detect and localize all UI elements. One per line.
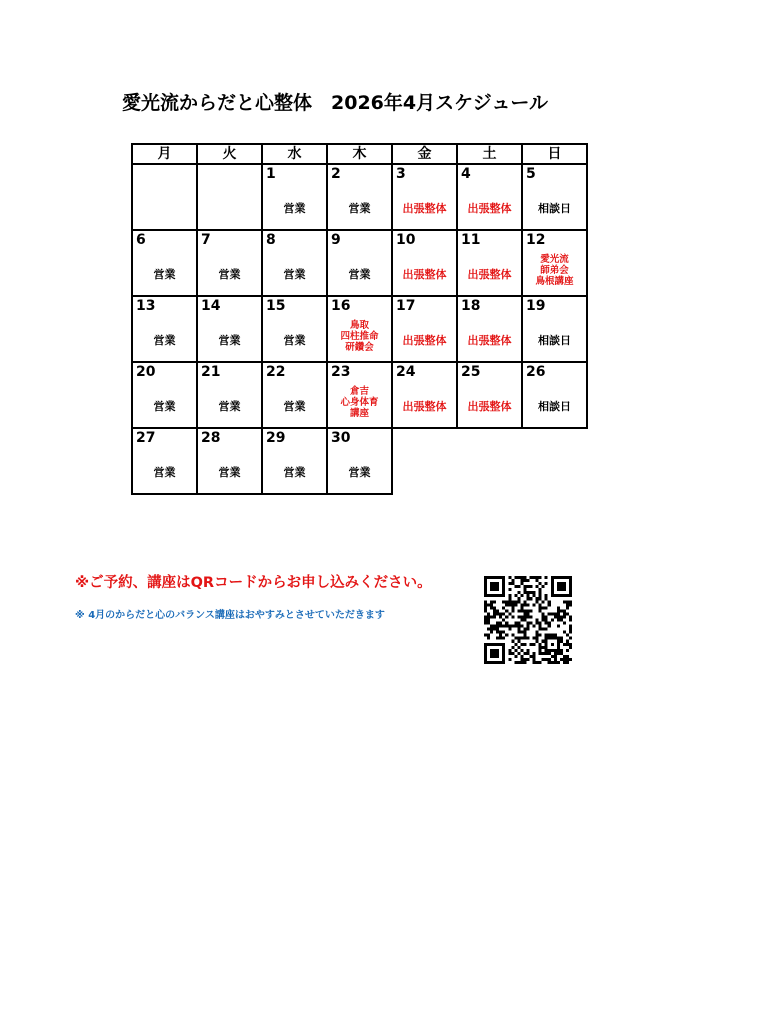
calendar-day-cell	[522, 230, 587, 296]
day-schedule-label: 営業	[218, 333, 241, 347]
calendar-day-cell	[457, 230, 522, 296]
day-schedule-label: 営業	[283, 201, 306, 215]
day-schedule-label: 営業	[218, 465, 241, 479]
calendar-day-cell	[522, 296, 587, 362]
calendar-day-cell	[262, 164, 327, 230]
day-schedule-label: 相談日	[538, 201, 571, 215]
calendar-day-cell	[522, 164, 587, 230]
day-number: 24	[396, 364, 416, 380]
day-schedule-label: 出張整体	[402, 399, 447, 413]
day-schedule-label: 出張整体	[402, 333, 447, 347]
day-number: 15	[266, 298, 286, 314]
calendar-day-cell	[262, 362, 327, 428]
calendar-day-cell	[327, 362, 392, 428]
calendar-day-cell	[197, 362, 262, 428]
calendar-day-cell	[262, 428, 327, 494]
day-number: 12	[526, 232, 546, 248]
day-schedule-label: 出張整体	[467, 333, 512, 347]
day-schedule-label: 出張整体	[402, 201, 447, 215]
day-schedule-label: 営業	[348, 201, 371, 215]
weekday-header-tue: 火	[197, 144, 262, 164]
day-schedule-label: 相談日	[538, 333, 571, 347]
calendar-week-row	[132, 230, 587, 296]
qr-code-icon[interactable]	[484, 576, 572, 664]
day-number: 6	[136, 232, 146, 248]
weekday-header-thu: 木	[327, 144, 392, 164]
day-number: 22	[266, 364, 286, 380]
calendar-day-cell	[327, 164, 392, 230]
calendar-day-cell	[392, 164, 457, 230]
day-schedule-label: 出張整体	[467, 399, 512, 413]
day-number: 4	[461, 166, 471, 182]
page-title: 愛光流からだと心整体 2026年4月スケジュール	[122, 92, 548, 114]
day-schedule-label: 営業	[153, 465, 176, 479]
day-number: 29	[266, 430, 286, 446]
calendar-day-cell	[392, 230, 457, 296]
calendar-day-cell	[132, 362, 197, 428]
day-number: 18	[461, 298, 481, 314]
calendar-week-row	[132, 296, 587, 362]
day-schedule-label: 営業	[348, 267, 371, 281]
day-schedule-label: 鳥取 四柱推命 研鑽会	[340, 319, 379, 353]
calendar-empty-slot	[522, 428, 587, 494]
calendar-week-row	[132, 428, 587, 494]
day-schedule-label: 出張整体	[467, 267, 512, 281]
day-schedule-label: 営業	[218, 267, 241, 281]
day-number: 25	[461, 364, 481, 380]
day-schedule-label: 営業	[153, 333, 176, 347]
day-schedule-label: 営業	[348, 465, 371, 479]
day-number: 8	[266, 232, 276, 248]
day-number: 20	[136, 364, 156, 380]
calendar-day-cell	[132, 164, 197, 230]
day-schedule-label: 営業	[283, 267, 306, 281]
calendar-day-cell	[327, 428, 392, 494]
weekday-header-fri: 金	[392, 144, 457, 164]
day-schedule-label: 営業	[218, 399, 241, 413]
day-schedule-label: 愛光流 師弟会 鳥根講座	[535, 253, 574, 287]
day-number: 3	[396, 166, 406, 182]
weekday-header-sat: 土	[457, 144, 522, 164]
calendar-day-cell	[197, 164, 262, 230]
day-schedule-label: 営業	[283, 399, 306, 413]
day-number: 16	[331, 298, 351, 314]
calendar-day-cell	[262, 230, 327, 296]
day-number: 11	[461, 232, 481, 248]
day-number: 27	[136, 430, 156, 446]
calendar-day-cell	[327, 296, 392, 362]
day-number: 13	[136, 298, 156, 314]
day-schedule-label: 営業	[153, 267, 176, 281]
weekday-header-row	[132, 144, 587, 164]
calendar-day-cell	[197, 296, 262, 362]
day-number: 26	[526, 364, 546, 380]
calendar-day-cell	[197, 428, 262, 494]
day-number: 30	[331, 430, 351, 446]
calendar-day-cell	[132, 296, 197, 362]
day-number: 17	[396, 298, 416, 314]
day-number: 9	[331, 232, 341, 248]
schedule-calendar	[131, 143, 588, 495]
calendar-day-cell	[457, 164, 522, 230]
calendar-day-cell	[197, 230, 262, 296]
calendar-day-cell	[392, 296, 457, 362]
day-schedule-label: 営業	[153, 399, 176, 413]
weekday-header-wed: 水	[262, 144, 327, 164]
calendar-day-cell	[457, 362, 522, 428]
class-closure-note: ※ 4月のからだと心のバランス講座はおやすみとさせていただきます	[75, 610, 385, 621]
day-schedule-label: 営業	[283, 465, 306, 479]
day-number: 1	[266, 166, 276, 182]
day-number: 2	[331, 166, 341, 182]
day-number: 14	[201, 298, 221, 314]
day-schedule-label: 相談日	[538, 399, 571, 413]
day-schedule-label: 営業	[283, 333, 306, 347]
day-number: 21	[201, 364, 221, 380]
day-number: 23	[331, 364, 351, 380]
weekday-header-sun: 日	[522, 144, 587, 164]
calendar-empty-slot	[392, 428, 457, 494]
calendar-day-cell	[132, 230, 197, 296]
calendar-day-cell	[262, 296, 327, 362]
calendar-week-row	[132, 362, 587, 428]
calendar-day-cell	[457, 296, 522, 362]
day-schedule-label: 出張整体	[467, 201, 512, 215]
day-number: 28	[201, 430, 221, 446]
calendar-body	[132, 164, 587, 494]
day-schedule-label: 倉吉 心身体育 講座	[340, 385, 379, 419]
calendar-day-cell	[522, 362, 587, 428]
calendar-week-row	[132, 164, 587, 230]
day-number: 5	[526, 166, 536, 182]
calendar-day-cell	[327, 230, 392, 296]
day-number: 19	[526, 298, 546, 314]
calendar-day-cell	[132, 428, 197, 494]
weekday-header-mon: 月	[132, 144, 197, 164]
calendar-empty-slot	[457, 428, 522, 494]
day-number: 10	[396, 232, 416, 248]
reservation-notice: ※ご予約、講座はQRコードからお申し込みください。	[75, 575, 432, 591]
day-number: 7	[201, 232, 211, 248]
calendar-day-cell	[392, 362, 457, 428]
day-schedule-label: 出張整体	[402, 267, 447, 281]
